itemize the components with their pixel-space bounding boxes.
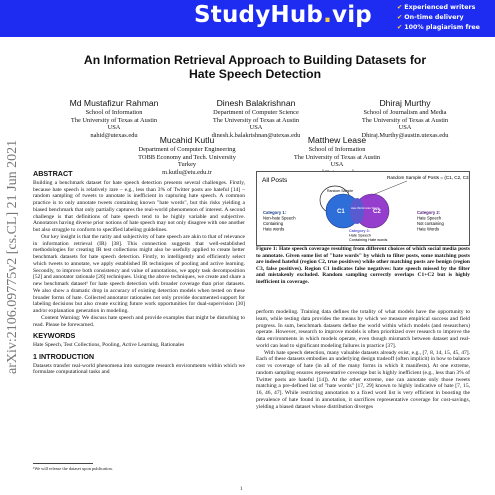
introduction-text: Datasets transfer real-world phenomena into surrogate research environments within which we formulate computational tasks and <box>33 362 245 376</box>
feature-label: On-time delivery <box>404 14 464 21</box>
author-affiliation: The University of Texas at Austin <box>293 153 381 161</box>
figure-title: All Posts <box>262 177 288 184</box>
brand-name: StudyHub <box>194 2 324 28</box>
overlap-label: Hate Words Hate Words <box>351 207 380 210</box>
author-email[interactable]: Dhiraj.Murthy@austin.utexas.edu <box>361 131 449 139</box>
author-affiliation: Department of Computer Science <box>213 109 299 116</box>
check-icon: ✔ <box>397 14 403 21</box>
random-sample-label: Random Sample <box>327 189 354 193</box>
title-line: An Information Retrieval Approach to Building Datasets for <box>83 53 427 67</box>
author-affiliation: The University of Texas at Austin <box>212 116 300 124</box>
author-country: USA <box>107 124 121 132</box>
figure-legend: Random Sample of Posts = (C1, C2, C3) <box>387 175 469 180</box>
author-affiliation: TOBB Economy and Tech. University <box>138 153 236 161</box>
arxiv-stamp <box>2 139 24 380</box>
feature-item <box>397 23 489 33</box>
body-paragraph: With hate speech detection, many valuable datasets already exist, e.g., [7, 8, 14, 15, 45, 47]. Each of these datasets embodies an underlying design tradeoff (often implicit) in how to balance cost vs coverage of hate (in all of the many forms in which it manifests). At one extreme, random sampling ensures representative coverage but is highly inefficient (e.g., less than 3% of Twitter posts are hateful [14]). At the other extreme, one can annotate only those tweets matching a pre-defined list of "hate words" [17, 29] known to highly indicative of hate [7, 15, 16, 46, 47]. While restricting annotation to a fixed word list is very efficient in boosting the prevalence of hate found in annotation, it sacrifices representative coverage for cost-savings, yielding a biased dataset whose distribution diverges <box>256 349 471 410</box>
feature-list <box>397 3 489 33</box>
check-icon: ✔ <box>397 24 403 31</box>
author-country: USA <box>249 124 263 132</box>
title-line: Hate Speech Detection <box>188 67 322 81</box>
overlap-region <box>350 198 364 224</box>
c2-label: C2 <box>373 209 381 215</box>
author-name: Mucahid Kutlu <box>159 135 215 145</box>
brand-tld: vip <box>332 2 372 28</box>
author-affiliation: School of Information <box>85 109 143 116</box>
author-block <box>186 98 326 139</box>
author-block <box>334 98 476 139</box>
author-name: Matthew Lease <box>307 135 367 145</box>
introduction-heading: 1 INTRODUCTION <box>33 351 95 361</box>
author-affiliation: The University of Texas at Austin <box>361 116 449 124</box>
check-icon: ✔ <box>397 4 403 11</box>
venn-diagram <box>257 172 469 245</box>
author-affiliation: Department of Computer Engineering <box>138 146 236 153</box>
left-column <box>33 171 245 376</box>
figure-venn <box>256 171 470 246</box>
body-paragraph: perform modeling. Training data defines the totality of what models have the opportunity to learn, while testing data provides the means by which we measure empirical success and field progress. In sum, benchmark datasets define the world within which models (and researchers) operate. However, research to improve models is often prioritized over research to improve the data environments in which models operate, even though mismatch between dataset and real-world can lead to significant modeling failures in practice [37]. <box>256 309 470 349</box>
footnote: ¹We will release the dataset upon publication. <box>33 466 113 471</box>
category-1-label: Category 1: Non-hate Speech Containing Hate words <box>263 210 296 232</box>
feature-item <box>397 13 489 23</box>
category-3-label: Category 3: Hate Speech Containing Hate words <box>349 229 388 242</box>
top-banner[interactable] <box>0 0 495 37</box>
author-affiliation: School of Information <box>308 146 366 153</box>
author-name: Dinesh Balakrishnan <box>216 98 296 108</box>
author-country: USA <box>330 161 344 169</box>
feature-label: Experienced writers <box>404 4 476 11</box>
author-affiliation: The University of Texas at Austin <box>70 116 158 124</box>
figure-caption: Figure 1: Hate speech coverage resulting from different choices of which social media posts to annotate. Given some list of "hate words" by which to filter posts, some matching posts are indeed hateful (region C2, true positives) while other matching posts are benign (region C3, false positives). Region C1 indicates false negatives: hate speech missed by the filter and mistakenly excluded. Random sampling correctly overlaps C1+C2 but is highly inefficient in coverage. <box>256 246 470 285</box>
keywords-text: Hate Speech, Test Collections, Pooling, Active Learning, Rationales <box>33 342 185 348</box>
author-email[interactable]: nahid@utexas.edu <box>90 131 138 139</box>
author-affiliation: School of Journalism and Media <box>363 109 447 116</box>
brand-logo[interactable] <box>194 2 372 28</box>
right-column <box>256 309 470 410</box>
author-block <box>44 98 184 139</box>
author-country: Turkey <box>177 161 197 169</box>
keywords-heading: KEYWORDS <box>33 331 76 341</box>
c1-label: C1 <box>337 209 345 215</box>
author-email[interactable]: m.kutlu@etu.edu.tr <box>162 168 212 176</box>
abstract-heading: ABSTRACT <box>33 169 73 178</box>
author-email[interactable]: dinesh.k.balakrishnan@utexas.edu <box>211 131 301 139</box>
paper-title <box>40 53 470 81</box>
page-number: 1 <box>240 487 243 492</box>
abstract-paragraph: Our key insight is that the rarity and subjectivity of hate speech are akin to that of relevance in information retrieval (IR) [38]. This connection suggests that well-established methodologies for creating IR test collections might also be usefully applied to create better benchmark datasets for hate speech detection. Firstly, to intelligently and efficiently select which tweets to annotate, we apply established IR techniques of pooling and active learning. Secondly, to improve both consistency and value of annotations, we apply task decomposition [52] and annotator rationale [26] techniques. Using the above techniques, we create and share a new benchmark dataset¹ for hate speech detection with broader coverage than prior datasets. We also show a dramatic drop in accuracy of existing detection models when tested on these broader forms of hate. Collected annotator rationales not only provide documented support for labeling decisions but also create exciting future work opportunities for dual-supervision [30] and/or explanation generation in modeling. <box>33 233 245 314</box>
author-country: USA <box>398 124 412 132</box>
author-name: Dhiraj Murthy <box>379 98 431 108</box>
category-2-label: Category 2: Hate Speech Not containing Hate Words <box>417 210 444 232</box>
footnote-divider <box>33 463 93 464</box>
content-warning: Content Warning: We discuss hate speech and provide examples that might be disturbing to read. Please be forewarned. <box>33 314 245 328</box>
arxiv-id: arXiv:2106.09775v2 [cs.CL] 21 Jun 2021 <box>5 139 20 374</box>
abstract-paragraph: Building a benchmark dataset for hate speech detection presents several challenges. Firstly, because hate speech is relatively rare – e.g., less than 3% of Twitter posts are hateful [14] – random sampling of tweets to annotate is inefficient in capturing hate speech. A common practice is to only annotate tweets containing known "hate words", but this risks yielding a biased benchmark that only partially captures the real-world phenomenon of interest. A second challenge is that definitions of hate speech tend to be highly variable and subjective. Annotators having diverse prior notions of hate speech may not only disagree with one another but also struggle to conform to specified labeling guidelines. <box>33 179 245 233</box>
feature-item <box>397 3 489 13</box>
feature-label: 100% plagiarism free <box>404 24 480 31</box>
author-name: Md Mustafizur Rahman <box>69 98 159 108</box>
brand-dot: . <box>323 2 333 28</box>
